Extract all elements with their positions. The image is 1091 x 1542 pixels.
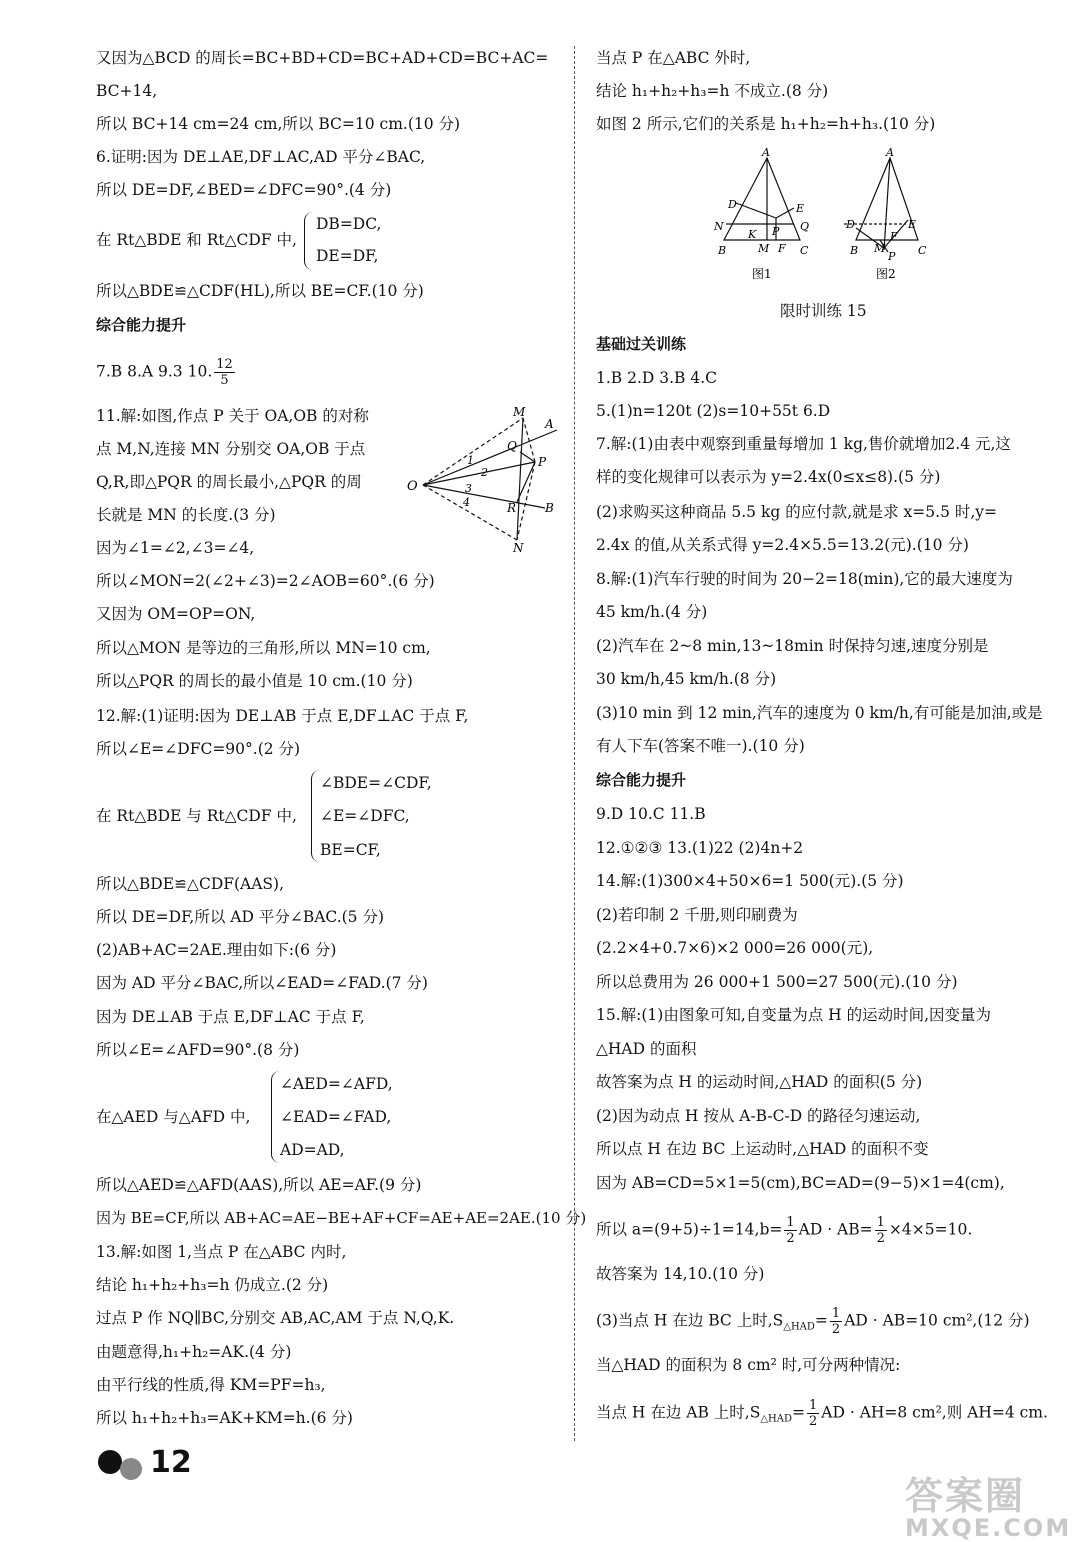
label-angle-2: 2 [481, 466, 488, 479]
text-line: 所以 DE=DF,所以 AD 平分∠BAC.(5 分) [96, 908, 385, 926]
equation-brace [311, 770, 320, 862]
fig1-label-Q: Q [800, 220, 810, 233]
text-line: 12.解:(1)证明:因为 DE⊥AB 于点 E,DF⊥AC 于点 F, [96, 707, 469, 725]
watermark-url: MXQE.COM [905, 1514, 1072, 1542]
fig2-label-M: M [874, 242, 886, 255]
fig1-label-E: E [796, 202, 805, 215]
fraction-numerator: 1 [786, 1215, 795, 1230]
text-line: △HAD 的面积 [596, 1040, 697, 1058]
page-number-text: 12 [150, 1444, 192, 1480]
text-line: 8.解:(1)汽车行驶的时间为 20−2=18(min),它的最大速度为 [596, 570, 1013, 588]
equation-text: 当点 H 在边 AB 上时,S [596, 1403, 761, 1422]
watermark [905, 1465, 1071, 1542]
equation-text: (3)当点 H 在边 BC 上时,S [596, 1311, 784, 1330]
fraction-denominator: 2 [809, 1414, 818, 1429]
text-line: 故答案为 14,10.(10 分) [596, 1265, 765, 1283]
fig2-label-B: B [850, 244, 859, 257]
fig1-label-P: P [772, 225, 780, 238]
text-line: (2)求购买这种商品 5.5 kg 的应付款,就是求 x=5.5 时,y= [596, 503, 998, 521]
text-line: 长就是 MN 的长度.(3 分) [96, 506, 276, 524]
text-line: 1.B 2.D 3.B 4.C [596, 369, 718, 387]
text-line: 有人下车(答案不唯一).(10 分) [596, 737, 805, 755]
fraction-numerator: 1 [831, 1306, 841, 1321]
fig1-label-K: K [748, 228, 757, 241]
text-line: 所以△BDE≌△CDF(AAS), [96, 875, 285, 893]
fraction-half [807, 1398, 819, 1429]
page-number [98, 1442, 192, 1482]
label-B: B [545, 501, 554, 515]
text-line: 因为∠1=∠2,∠3=∠4, [96, 539, 255, 557]
fraction-numerator: 1 [876, 1215, 885, 1230]
text-line: 当点 P 在△ABC 外时, [596, 49, 751, 67]
text-line: DB=DC, [316, 215, 382, 233]
fig2-label-E: E [908, 218, 917, 231]
equation-line [596, 1306, 1030, 1338]
text-line: Q,R,即△PQR 的周长最小,△PQR 的周 [96, 473, 362, 491]
fig2-caption: 图2 [876, 267, 896, 281]
text-line: 所以△PQR 的周长的最小值是 10 cm.(10 分) [96, 672, 413, 690]
text-line: 样的变化规律可以表示为 y=2.4x(0≤x≤8).(5 分) [596, 468, 941, 486]
text-line: 9.D 10.C 11.B [596, 805, 706, 823]
text-line: (3)10 min 到 12 min,汽车的速度为 0 km/h,有可能是加油,或是 [596, 704, 1043, 722]
answer-text: 7.B 8.A 9.3 10. [96, 362, 213, 381]
text-line: 由题意得,h₁+h₂=AK.(4 分) [96, 1343, 292, 1361]
equation-text: 所以 a=(9+5)÷1=14,b= [596, 1220, 783, 1239]
text-line: 2.4x 的值,从关系式得 y=2.4×5.5=13.2(元).(10 分) [596, 536, 969, 554]
circle-icon [98, 1450, 122, 1474]
fig1-label-B: B [718, 244, 727, 257]
fig1-label-M: M [758, 242, 770, 255]
fraction-half [830, 1306, 842, 1337]
text-line: 所以∠E=∠DFC=90°.(2 分) [96, 740, 301, 758]
text-line: 当△HAD 的面积为 8 cm² 时,可分两种情况: [596, 1356, 901, 1374]
text-line: 因为 DE⊥AB 于点 E,DF⊥AC 于点 F, [96, 1008, 365, 1026]
label-O: O [407, 479, 418, 494]
text-line: 5.(1)n=120t (2)s=10+55t 6.D [596, 402, 831, 420]
text-line: (2)因为动点 H 按从 A-B-C-D 的路径匀速运动, [596, 1107, 921, 1125]
text-line: 所以△MON 是等边的三角形,所以 MN=10 cm, [96, 639, 431, 657]
figure-q13 [712, 148, 952, 290]
text-line: (2)汽车在 2~8 min,13~18min 时保持匀速,速度分别是 [596, 637, 989, 655]
text-line: 点 M,N,连接 MN 分别交 OA,OB 于点 [96, 440, 366, 458]
equation-brace [304, 212, 313, 270]
text-line: 因为 AB=CD=5×1=5(cm),BC=AD=(9−5)×1=4(cm), [596, 1174, 1005, 1192]
fig2-label-D: D [846, 218, 855, 231]
text-line: (2)若印制 2 千册,则印刷费为 [596, 906, 798, 924]
fraction-numerator: 12 [216, 357, 233, 372]
text-line: 所以总费用为 26 000+1 500=27 500(元).(10 分) [596, 973, 958, 991]
text-line: 45 km/h.(4 分) [596, 603, 708, 621]
column-divider [574, 46, 575, 1441]
text-line: 在 Rt△BDE 与 Rt△CDF 中, [96, 807, 297, 825]
text-line: 所以点 H 在边 BC 上运动时,△HAD 的面积不变 [596, 1140, 929, 1158]
text-line: 故答案为点 H 的运动时间,△HAD 的面积(5 分) [596, 1073, 923, 1091]
label-A: A [545, 417, 554, 431]
equation-line [596, 1215, 972, 1246]
text-line: 30 km/h,45 km/h.(8 分) [596, 670, 777, 688]
text-line: 因为 AD 平分∠BAC,所以∠EAD=∠FAD.(7 分) [96, 974, 428, 992]
text-line: 所以 DE=DF,∠BED=∠DFC=90°.(4 分) [96, 181, 392, 199]
text-line: 13.解:如图 1,当点 P 在△ABC 内时, [96, 1243, 347, 1261]
fraction-half [875, 1215, 887, 1246]
text-line: 所以∠MON=2(∠2+∠3)=2∠AOB=60°.(6 分) [96, 572, 435, 590]
fig2-label-P: P [888, 250, 896, 263]
label-angle-3: 3 [465, 482, 472, 495]
fraction-denominator: 2 [786, 1231, 795, 1246]
fig1-label-C: C [800, 244, 809, 257]
equation-text: AD · AH=8 cm²,则 AH=4 cm. [821, 1403, 1048, 1422]
circle-icon [120, 1458, 142, 1480]
label-angle-1: 1 [467, 454, 474, 467]
label-M: M [513, 405, 526, 419]
text-line: 结论 h₁+h₂+h₃=h 仍成立.(2 分) [96, 1276, 329, 1294]
text-line: ∠EAD=∠FAD, [280, 1108, 392, 1126]
text-line: 因为 BE=CF,所以 AB+AC=AE−BE+AF+CF=AE+AE=2AE.(10 分) [96, 1209, 587, 1227]
text-line: 所以∠E=∠AFD=90°.(8 分) [96, 1041, 300, 1059]
text-line: 由平行线的性质,得 KM=PF=h₃, [96, 1376, 326, 1394]
equation-brace [271, 1071, 280, 1163]
fig1-label-F: F [778, 242, 786, 255]
text-line: 过点 P 作 NQ∥BC,分别交 AB,AC,AM 于点 N,Q,K. [96, 1309, 455, 1327]
equation-line [596, 1398, 1048, 1430]
fig1-caption: 图1 [752, 267, 772, 281]
text-line: 又因为△BCD 的周长=BC+BD+CD=BC+AD+CD=BC+AC= [96, 49, 549, 67]
fig2-label-F: F [890, 230, 898, 243]
fraction [214, 357, 235, 388]
fraction-half [784, 1215, 796, 1246]
text-line: 结论 h₁+h₂+h₃=h 不成立.(8 分) [596, 82, 829, 100]
text-line: 又因为 OM=OP=ON, [96, 605, 256, 623]
text-line: 15.解:(1)由图象可知,自变量为点 H 的运动时间,因变量为 [596, 1006, 992, 1024]
fig1-label-N: N [714, 220, 724, 233]
text-line: 6.证明:因为 DE⊥AE,DF⊥AC,AD 平分∠BAC, [96, 148, 426, 166]
text-line: (2)AB+AC=2AE.理由如下:(6 分) [96, 941, 337, 959]
subscript: △HAD [783, 1321, 815, 1333]
figure-q11 [395, 400, 565, 560]
fig2-label-C: C [918, 244, 927, 257]
text-line: (2.2×4+0.7×6)×2 000=26 000(元), [596, 939, 874, 957]
section-heading: 综合能力提升 [596, 771, 687, 789]
text-line: 所以△BDE≌△CDF(HL),所以 BE=CF.(10 分) [96, 282, 424, 300]
text-line: 在 Rt△BDE 和 Rt△CDF 中, [96, 231, 297, 249]
text-line: 14.解:(1)300×4+50×6=1 500(元).(5 分) [596, 872, 904, 890]
text-line: 12.①②③ 13.(1)22 (2)4n+2 [596, 839, 804, 857]
label-R: R [507, 501, 517, 515]
text-line: ∠E=∠DFC, [320, 807, 410, 825]
fig1-label-D: D [728, 198, 737, 211]
label-Q: Q [507, 439, 517, 453]
watermark-logo-text: 答案圈 [905, 1474, 1026, 1518]
fraction-denominator: 2 [831, 1322, 841, 1337]
section-heading: 基础过关训练 [596, 335, 687, 353]
label-angle-4: 4 [463, 496, 470, 509]
text-line: AD=AD, [280, 1141, 345, 1159]
text-line: BC+14, [96, 82, 158, 100]
equation-text: = [814, 1311, 828, 1330]
equation-text: AD · AB=10 cm²,(12 分) [844, 1311, 1030, 1330]
text-line: 如图 2 所示,它们的关系是 h₁+h₂=h+h₃.(10 分) [596, 115, 936, 133]
text-line: 所以 BC+14 cm=24 cm,所以 BC=10 cm.(10 分) [96, 115, 461, 133]
subscript: △HAD [760, 1413, 793, 1425]
fraction-numerator: 1 [809, 1398, 818, 1413]
text-line: ∠AED=∠AFD, [280, 1075, 393, 1093]
fig2-label-A: A [886, 148, 894, 159]
label-N: N [513, 541, 524, 555]
equation-text: = [792, 1403, 806, 1422]
text-line: 11.解:如图,作点 P 关于 OA,OB 的对称 [96, 407, 369, 425]
fig1-label-A: A [762, 148, 770, 159]
text-line: 在△AED 与△AFD 中, [96, 1108, 251, 1126]
fraction-denominator: 2 [876, 1231, 885, 1246]
text-line: DE=DF, [316, 247, 379, 265]
text-line: BE=CF, [320, 841, 381, 859]
equation-text: ×4×5=10. [888, 1220, 973, 1239]
text-line: 所以 h₁+h₂+h₃=AK+KM=h.(6 分) [96, 1409, 353, 1427]
fraction-denominator: 5 [220, 373, 229, 388]
equation-text: AD · AB= [798, 1220, 873, 1239]
text-line: ∠BDE=∠CDF, [320, 774, 432, 792]
section-heading: 综合能力提升 [96, 316, 187, 334]
answer-line [96, 357, 237, 388]
label-P: P [538, 455, 547, 469]
text-line: 7.解:(1)由表中观察到重量每增加 1 kg,售价就增加2.4 元,这 [596, 435, 1011, 453]
section-title: 限时训练 15 [780, 302, 867, 320]
text-line: 所以△AED≌△AFD(AAS),所以 AE=AF.(9 分) [96, 1176, 422, 1194]
